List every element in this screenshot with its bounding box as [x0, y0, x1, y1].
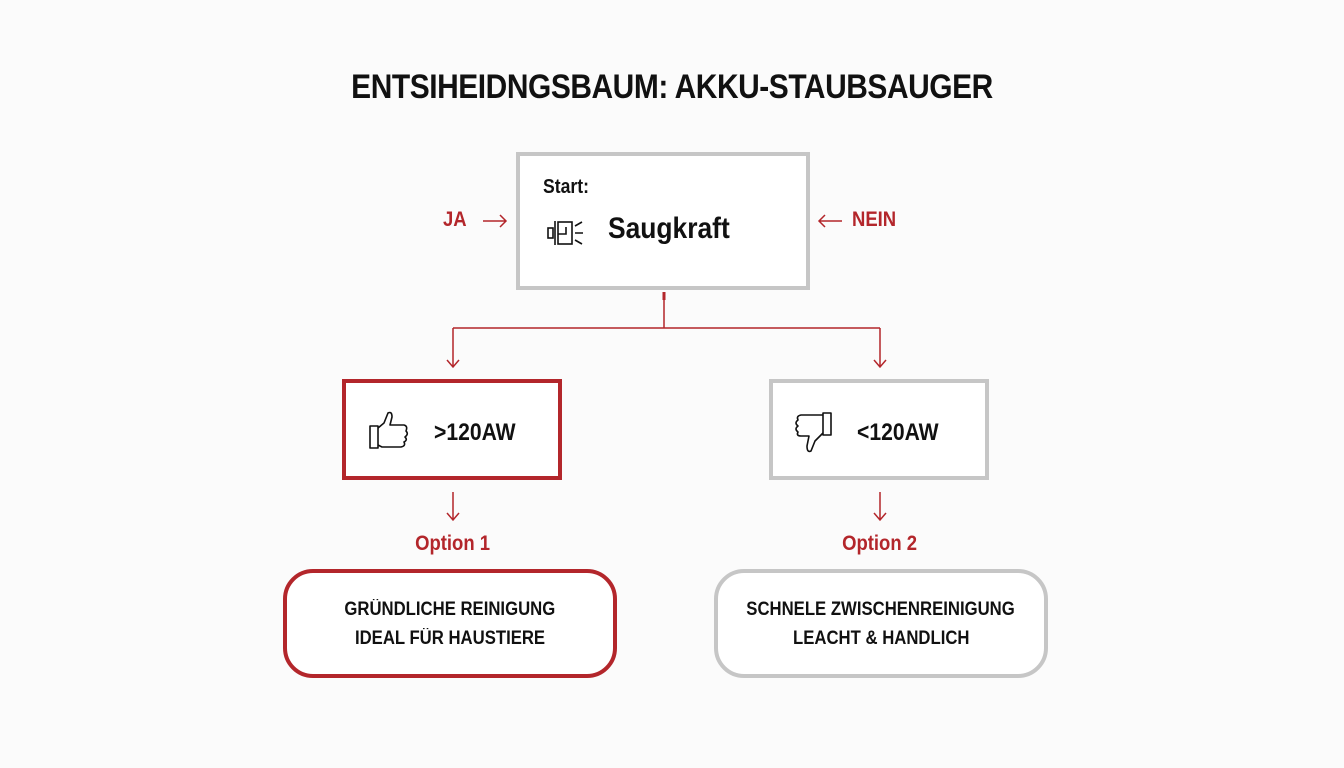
result-line: LEACHT & HANDLICH [792, 627, 970, 649]
no-label: NEIN [852, 208, 897, 231]
start-node [516, 152, 810, 290]
arrow-down-icon [874, 492, 886, 520]
result-node-2 [714, 569, 1048, 678]
page-title: ENTSIHEIDNGSBAUM: AKKU-STAUBSAUGER [351, 68, 993, 106]
result-line: SCHNELE ZWISCHENREINIGUNG [746, 598, 1016, 620]
start-prefix: Start: [543, 176, 589, 198]
thumbs-down-icon [793, 411, 835, 457]
option-label: Option 2 [842, 532, 918, 555]
thumbs-up-icon [368, 409, 410, 451]
vacuum-icon [546, 218, 584, 248]
decision-node-high [342, 379, 562, 480]
yes-label: JA [443, 208, 467, 231]
decision-node-low [769, 379, 989, 480]
condition-label: <120AW [857, 419, 939, 446]
result-line: GRÜNDLICHE REINIGUNG [344, 598, 556, 620]
arrow-left-icon [819, 215, 842, 227]
condition-label: >120AW [434, 419, 516, 446]
start-label: Saugkraft [608, 212, 730, 245]
option-label: Option 1 [415, 532, 491, 555]
result-line: IDEAL FÜR HAUSTIERE [354, 627, 546, 649]
branch-connector [447, 300, 886, 367]
result-node-1 [283, 569, 617, 678]
arrow-right-icon [483, 215, 506, 227]
arrow-down-icon [447, 492, 459, 520]
